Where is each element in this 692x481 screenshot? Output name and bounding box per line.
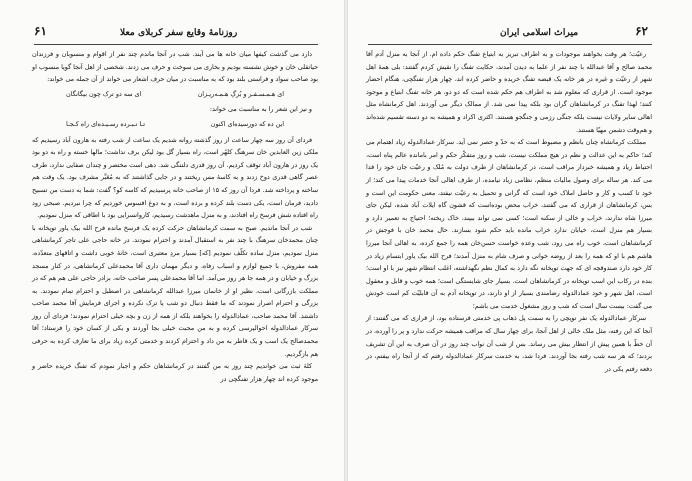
paragraph: فردای آن روز سه چهار ساعت از روز گذشته روانه شدیم یک ساعت از شب رفته به هارون آباد رسیدیم که ملکی زین العابدین خان سرهنگ کلهُر است، راه بسیار گل بود لیکن برف نداشت؛ مالها خسته و راه به دو بود یک روز در هارون آباد توقف کردیم. آن روز قدری دلتنگی شد. دهی است مختصر و چندان صفایی ندارد، طرف عصر گاهی قدری دوخ زدند و به کاسهٔ مس ریختند و در جایی گذاشتند که به مُعَبَّر مشرف بود. یک وقت هم ساخته و پرداخته شد. فردا آن روز که ۱۵ از صاحب خانه پرسیدیم که کاسه کو؟ گفت: شما به دست من تسبیح دادید، فرمان است، یکی دست بلند کرده و برده است، و به دوغ افسوس خوردیم که چرا نبردیم. صبحی زود راه افتاده شش فرسخ راه افتادند، و به منزل ماهدشت رسیدیم، کاروانسرایی بود با اطاقی که منزل نمودیم. bbox=[32, 136, 318, 220]
right-page bbox=[348, 0, 692, 481]
running-head: میراث اسلامی ایران bbox=[500, 27, 579, 38]
paragraph: رعیّت؛ هر وقت بخواهند موجودات و به اطراف تبریز به ابتیاع تفنگ حکم داده ام. از آنجا به منزل آدم آقا محمد صالح و آقا عبدالله با چند نفر از علما به دیدن آمدند، حکایت تفنگ را نقیش کردم گفتند: بلی همهٔ اهل شهر از رعیّت و غیره در هر خانه یک قبضه تفنگ خریده و حاضر کرده اند، چهار هزار تفنگچی، هنگام احضار موجود است. از قراری که معلوم شد به اطراف هم حکم شده است که دو دو، هر خانه تفنگ ابتیاع و موجود کنند؛ لهذا تفنگ در کرمانشاهان گران بود بلکه پیدا نمی شد. از ممالک دیگر می آوردند. اهل کرمانشاه مثل اهالی سایر ولایات نیست بلکه جنگی رزمی و جنگجو هستند. اکثری اکراد و همیشه به دو دسته تقسیم شده‌اند و هم‌وقت دشمن مهیّا هستند. bbox=[366, 51, 652, 134]
paragraph: دارد می گذشت کیفها میان خانه ها می آیند. شب در آنجا ماندم چند نفر از اقوام و منسوبان و فرزندان حیاتقلی خان و خوش نشسته بودیم و بخاری می سوخت و حرف می زدند. شخصی از اهل آنجا گویا منسوب او بود صاحب سواد و فراستی بلند بود که به مناسبت در میان حرف اشعار می خواند از آن جمله می خواند: bbox=[32, 51, 318, 84]
page-body bbox=[32, 49, 318, 386]
hemistich: ای سه دو ترک چون بیگانگان bbox=[66, 90, 142, 98]
running-head: روزنامهٔ وقایع سفر کربلای معلا bbox=[120, 27, 238, 38]
header-rule bbox=[34, 44, 318, 45]
hemistich: این ده که دورسیده‌ای اکنون bbox=[210, 120, 284, 128]
hemistich: ای هـمـسـفـر و بُرگِ هـمـه‌ریـزان bbox=[197, 90, 284, 98]
page-number: ۶۱ bbox=[34, 24, 47, 38]
paragraph: سرکار عمادالدوله یک نفر توپچی را به سمت پل ذهاب پی خدمتی فرستاده بود، از قراری که می گفتند: از آنجا که این رفته، مثل ملک خالی از اهل آنجا، برای چهار سال که مراقب همیشه حرکت ندارد و پر را آورده، در آن خطّ با همین پیش از انتظار بیش می رساند. بس از شب آن نواب چند روز در آن صرف به این آن تشریف بردند؛ که هر سه شب رفته بجا آوردند. فردا شد، به خدمت سرکار عمادالدوله رفتم که از آنجا راه بیفتم، در دفعه رفتم یکی در bbox=[366, 315, 652, 373]
page-body bbox=[366, 49, 652, 376]
paragraph: مملکت کرمانشاه چنان بانظم و مضبوط است که به حدّ و حصر نمی آید. سرکار عمادالدوله زیاد اهتمام می کند؛ حاکم به این عدالت و نظم در هیچ مملکت نیست، شب و روز متفکّر حکم و امر بامانده عالم پناه است، احتیاط زیاد و همیشه خبردار مراقب است، در کرمانشاهان از طرف دولت به مُلک و رعیّت جان خود را فدا می کند. هر ساله برای وصول مالیات منظم، نظامی زیاد نیامده، از طرف اهالی آنجا خدمات پیدا می کند؛ از خود تا کسب و کار و حاصل املاک خود است که گرانی و تحمیل به رعیّت نیفتد، معنی حکومت این است و بس، کرمانشاهان از قراری که می گفتند، خراب محض بوده‌است که قشون گاه ایلات آباد شده، لیکن جای میرزا شاه ندارند، خراب و خالی از سکنه است؛ کسی نمی تواند ببیند، خاک ریخته؛ احتیاج به تعمیر دارد و بسیار هم منزل است، خیابان ندارد خراب مانده باید حکم شود بسازند. حال محمد خان با فوجش در کرمانشاهان است، خوب راه می رود، شب وعده خواست حسن‌خان همه را جمع کرده، به اهالی آنجا میرزا هاشم هم با او که همه را بعد از روضه خوانی و صرف شام به منزل آمدند؛ فرح الله بیک یاور ابتسام زیاد در کار خود دارد صندوقچه ای که جهت توپخانه نگه دارد به کمال نظم نگهداشته، اغلب انتظام شهر نیز با او است؛ بنده در رکاب این اسب توپخانه در کرمانشاهان است. بسیار جای شایستگی است؛ همه خوب و قابل و معقول است، اهل شهر و خود عمادالدوله رضامندی بسیار از او دارند، در توپخانه آدم به آن قابلیّت کم است خودش می گفت: بیست سال است که شب و روز مشغول خدمت می باشم؛ bbox=[366, 139, 652, 310]
left-page bbox=[0, 0, 344, 481]
verse bbox=[32, 89, 318, 102]
paragraph: کلهٔ ثبت می خواندیم چند روز به من گفتند در کرمانشاهان حکم و اجبار نمودم که تفنگ خریده حاضر و موجود کرده اند چهار هزار تفنگچی در bbox=[32, 363, 318, 383]
page-number: ۶۲ bbox=[635, 24, 648, 38]
paragraph: و نیز این شعر را به مناسبت می خواند: bbox=[209, 106, 312, 114]
paragraph: شب در آنجا ماندیم. صبح به سمت کرمانشاهان حرکت کرده یک فرسخ مانده فرح الله بیک یاور توپخانه با چنان محمدخان سرهنگ با چند نفر به استقبال آمدند و احترام نمودند. در خانه حاجی علی تاجر کرمانشاهی منزل نمودیم، منزل ساده تکلّف نمودیم [که] بسیار مردِ معتبری است، خانهٔ خوبی داشت و اتاقهای متعدّده، همه مفروش، با جمیع لوازم و اسباب رفاه، و دیگر مهمان داری آقا محمدعلی کرمانشاهی، در کنار مسجد بزرگ و خیابان و در همه جا هر روز می‌آمد. اما آقا محمدعلی پسر صاحب خانه، برادر حاجی علی هم هم که در مملکت بازرگانی است، نظیر او از خانمان میرزا عبدالله کرمانشاهی در اصطبل و احترام تمام نمودند. به بزرگی و احترام اصرار نمودند که ما فقط دنبال دو شب یا ترک نکرده و اجرای فرمایش آقا محمد صاحب داشتند. آقا محمد صاحب، عمادالدوله را بخواهند بلکه از همه از زن و بچه خیلی احترام نمودند؛ فردای آن روز سرکار عمادالدوله احوالپرسی کرده و به من محبت خیلی بجا آوردند و یکی از کسان خود را فرستاد؛ آقا محمدصالح یک اسب و یک قاطر به من داد و احترام کردند و خدمتی کرده زیاد برای ما تعارف کرده به حرفی هم بازگردیم. bbox=[32, 224, 318, 358]
verse bbox=[32, 119, 318, 132]
header-rule bbox=[368, 44, 652, 45]
hemistich: تـا نـبـرده رسـیـده‌ای راه کـجـا bbox=[66, 120, 145, 128]
